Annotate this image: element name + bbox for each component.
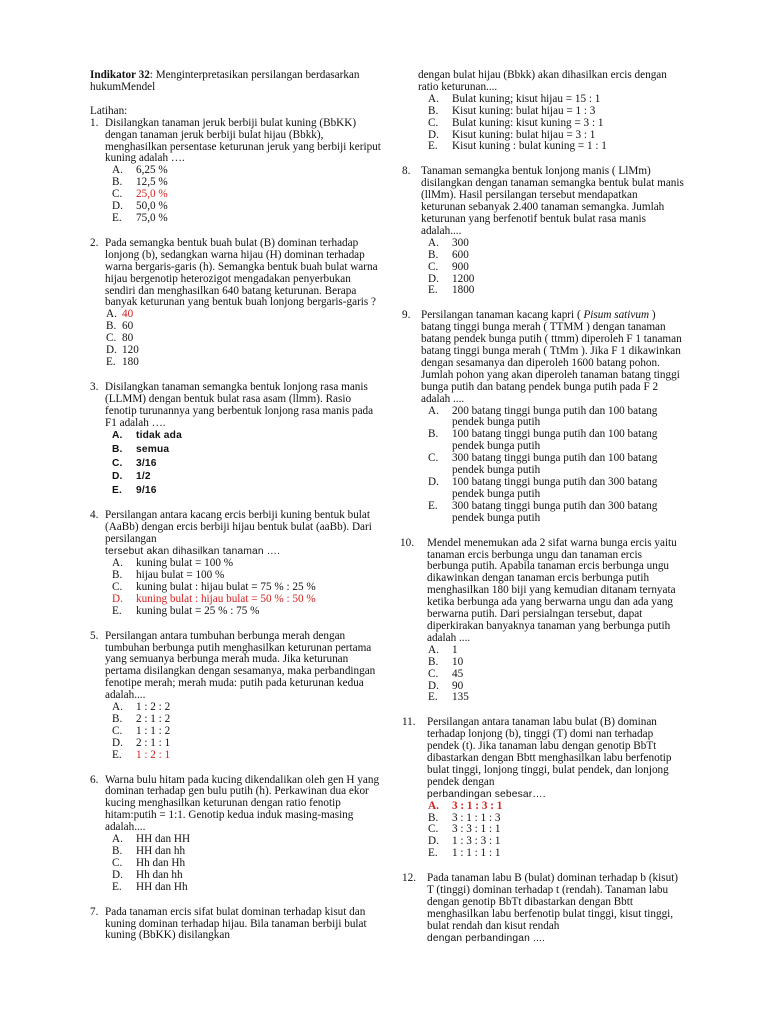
option-text: kuning bulat = 25 % : 75 % [136,604,260,617]
question-7 [90,907,382,943]
question-number: 4. [90,509,99,522]
option-letter: E. [112,484,123,496]
option-letter: A. [106,308,117,321]
option-b [112,443,382,457]
option-text: HH dan Hh [136,880,188,893]
question-12 [402,873,684,944]
option-text: 10 [452,655,464,668]
option-letter: C. [112,457,123,469]
option-letter: E. [428,284,438,297]
option-letter: C. [112,188,123,201]
option-d [106,345,382,357]
question-1 [90,118,382,225]
option-a [428,645,684,657]
option-letter: D. [428,835,439,848]
option-c [428,669,684,681]
question-text: Pada tanaman ercis sifat bulat dominan terhadap kisut dan kuning dominan terhadap hijau. Bila tanaman berbiji bulat kuning (BbKK) disilangkan [105,905,367,942]
option-letter: D. [112,736,123,749]
option-letter: A. [428,404,439,417]
question-text: Persilangan antara kacang ercis berbiji kuning bentuk bulat (AaBb) dengan ercis berbiji hijau bentuk bulat (aaBb). Dari persilangan [105,509,372,546]
option-b [428,106,684,118]
option-text: 600 [452,248,469,261]
option-text: 80 [122,332,134,345]
indikator-label: Indikator 32 [90,69,150,81]
option-text: Hh dan hh [136,868,183,881]
option-d [112,470,382,484]
option-text: 1 [452,643,458,656]
question-number: 7. [90,905,99,918]
question-number: 2. [90,236,99,249]
option-a [428,406,684,430]
option-letter: C. [106,332,117,345]
option-a [428,238,684,250]
option-text: 12,5 % [136,176,168,189]
latihan-heading: Latihan: [90,104,128,117]
indikator-text: : Menginterpretasikan persilangan berdasarkan hukumMendel [90,69,360,93]
option-letter: E. [112,880,122,893]
option-letter: A. [428,799,439,812]
option-a [428,801,684,813]
option-text: semua [136,444,170,456]
option-text: 100 batang tinggi bunga putih dan 300 batang pendek bunga putih [452,476,658,500]
question-number: 9. [402,309,411,322]
option-text-answer: 1 : 2 : 1 [136,748,171,761]
question-text: Persilangan antara tanaman labu bulat (B) dominan terhadap lonjong (b), tinggi (T) domi nan terhadap pendek (t). Jika tanaman labu dengan genotip BbTt dibastarkan dengan Bbtt menghasilkan labu berfenotip bulat tinggi, lonjong tinggi, bulat pendek, dan lonjong pendek dengan [427,716,672,788]
question-number: 10. [400,536,414,549]
option-e [428,501,684,525]
option-letter: D. [428,128,439,141]
question-6 [90,775,382,894]
option-letter: E. [428,847,438,860]
option-letter: C. [428,260,439,273]
option-letter: B. [106,320,117,333]
question-11 [402,717,684,860]
option-text: 1/2 [136,471,151,483]
option-letter: A. [112,557,123,570]
question-number: 1. [90,116,99,129]
option-text: 9/16 [136,484,157,496]
option-text: 6,25 % [136,164,168,177]
option-b [428,250,684,262]
question-text: Tanaman semangka bentuk lonjong manis ( LlMm) disilangkan dengan tanaman semangka bentuk bulat manis (llMm). Hasil persilangan tersebut mendapatkan keturunan sebanyak 2.400 tanaman semangka. Jumlah keturunan yang berfenotif bentuk bulat rasa manis adalah.... [421,165,684,237]
option-letter: D. [112,592,123,605]
question-number: 5. [90,629,99,642]
option-a [106,309,382,321]
question-number: 8. [402,165,411,178]
option-d [428,477,684,501]
option-text: 135 [452,691,469,704]
right-column [402,70,684,958]
question-text: Disilangkan tanaman semangka bentuk lonjong rasa manis (LLMM) dengan bentuk bulat rasa asam (llmm). Rasio fenotip turunannya yang berbentuk lonjong rasa manis pada F1 adalah …. [105,380,374,429]
option-letter: B. [112,712,123,725]
option-letter: D. [112,200,123,213]
option-text: 1 : 3 : 3 : 1 [452,835,501,848]
question-number: 6. [90,773,99,786]
option-c [112,726,382,738]
question-2 [90,238,382,369]
option-text: 2 : 1 : 2 [136,712,171,725]
option-text: 90 [452,679,464,692]
option-b [106,321,382,333]
option-letter: B. [112,568,123,581]
question-3 [90,382,382,498]
option-text: 50,0 % [136,200,168,213]
option-letter: D. [428,272,439,285]
option-e [112,750,382,762]
option-e [106,357,382,369]
option-text: 1 : 1 : 2 [136,724,171,737]
option-e [112,882,382,894]
question-text-tail: perbandingan sebesar…. [427,788,546,800]
option-e [112,484,382,498]
option-letter: E. [112,748,122,761]
left-column [90,70,382,955]
option-c [428,262,684,274]
option-letter: D. [428,476,439,488]
question-text: Warna bulu hitam pada kucing dikendalikan oleh gen H yang dominan terhadap gen bulu putih (h). Perkawinan dua ekor kucing menghasilkan keturunan dengan ratio fenotip hitam:putih = 1:1. Genotip kedua induk masing-masing adalah.... [105,773,380,834]
option-text: HH dan hh [136,845,186,857]
option-text: Hh dan Hh [136,856,186,869]
option-letter: A. [112,430,123,442]
option-letter: B. [112,444,123,456]
option-letter: C. [428,667,439,680]
option-text: 3/16 [136,457,157,469]
option-letter: D. [428,679,439,692]
option-letter: C. [112,580,123,593]
option-letter: C. [428,823,439,836]
option-letter: B. [112,845,123,857]
option-text: 1200 [452,272,475,285]
option-letter: C. [112,856,123,869]
question-7-continued [402,70,684,153]
question-4 [90,510,382,617]
option-letter: C. [428,116,439,129]
option-letter: C. [428,452,439,465]
option-text: 900 [452,260,469,273]
option-text: 120 [122,344,139,357]
option-letter: B. [428,428,439,441]
option-text: 75,0 % [136,211,168,224]
question-text: Pada tanaman labu B (bulat) dominan terhadap b (kisut) T (tinggi) dominan terhadap t (rendah). Tanaman labu dengan genotip BbTt dibastarkan dengan Bbtt menghasilkan labu berfenotip bulat tinggi, kisut tinggi, bulat rendah dan kisut rendah [427,872,679,932]
option-text: 45 [452,667,464,680]
option-text-answer: 40 [122,308,134,321]
question-text-continued: dengan bulat hijau (Bbkk) akan dihasilkan ercis dengan ratio keturunan.... [418,69,667,93]
option-letter: D. [106,344,117,357]
option-e [428,848,684,860]
option-letter: B. [428,811,439,824]
option-letter: B. [428,104,439,117]
option-text: 60 [122,320,134,333]
option-b [428,657,684,669]
option-d [112,738,382,750]
option-text: 1 : 2 : 2 [136,701,171,714]
option-text: HH dan HH [136,833,191,846]
question-text: Persilangan tanaman kacang kapri ( [421,309,584,322]
option-letter: A. [112,701,123,714]
option-text: kuning bulat : hijau bulat = 75 % : 25 % [136,580,316,593]
option-text-answer: 25,0 % [136,188,168,201]
question-text: Mendel menemukan ada 2 sifat warna bunga ercis yaitu tanaman ercis berbunga ungu dan tanaman ercis berbunga putih. Apabila tanaman ercis berbunga ungu dikawinkan dengan tanaman ercis berbunga putih menghasilkan 180 biji yang kemudian ditanam ternyata ketika berbunga ada yang berwarna ungu dan ada yang berwarna putih. Dari persialngan tersebut, dapat diperkirakan banyaknya tanaman yang berbunga putih adalah .... [427,536,677,644]
question-text: Persilangan antara tumbuhan berbunga merah dengan tumbuhan berbunga putih menghasilkan keturunan pertama yang semuanya berbunga merah muda. Jika keturunan pertama disilangkan dengan sesamanya, maka perbandingan fenotipe merah; merah muda: putih pada keturunan kedua adalah.... [105,629,376,702]
option-letter: A. [428,92,439,105]
option-a [428,94,684,106]
option-text: 1800 [452,284,475,297]
option-text: Kisut kuning: bulat hijau = 3 : 1 [452,128,596,141]
option-text: 200 batang tinggi bunga putih dan 100 batang pendek bunga putih [452,404,658,429]
option-b [428,429,684,453]
option-c [428,118,684,130]
question-text-tail: dengan perbandingan .... [427,932,546,944]
option-letter: A. [112,164,123,177]
option-letter: C. [112,724,123,737]
question-text-rest: ) batang tinggi bunga merah ( TTMM ) dengan tanaman batang pendek bunga putih ( ttmm) diperoleh F 1 tanaman batang tinggi bunga merah ( TtMm ). Jika F 1 dikawinkan dengan sesamanya dan diperoleh 1600 batang pohon. Jumlah pohon yang akan diperoleh tanaman batang tinggi bunga putih dan batang pendek bunga putih pada F 2 adalah .... [421,309,682,405]
option-text: Bulat kuning: kisut kuning = 3 : 1 [452,116,604,129]
option-a [112,429,382,443]
option-text: 3 : 3 : 1 : 1 [452,823,501,836]
question-text-tail: tersebut akan dihasilkan tanaman …. [105,546,281,558]
option-c [112,457,382,471]
option-c [106,333,382,345]
option-letter: A. [428,643,439,656]
option-text: tidak ada [136,430,182,442]
option-c [428,453,684,477]
option-text-answer: 3 : 1 : 3 : 1 [452,799,503,812]
option-e [112,213,382,225]
option-text: kuning bulat = 100 % [136,557,234,570]
option-text-answer: kuning bulat : hijau bulat = 50 % : 50 % [136,592,316,605]
option-letter: E. [112,604,122,617]
option-e [112,606,382,618]
option-text: hijau bulat = 100 % [136,568,225,581]
question-10 [400,538,684,705]
option-text: 300 batang tinggi bunga putih dan 100 batang pendek bunga putih [452,452,658,477]
option-letter: B. [112,176,123,189]
option-text: 1 : 1 : 1 : 1 [452,847,501,860]
option-letter: D. [112,471,123,483]
option-e [428,285,684,297]
option-letter: B. [428,248,439,261]
option-letter: E. [106,355,116,368]
indikator-header [90,70,382,94]
option-letter: A. [428,236,439,249]
option-d [112,594,382,606]
question-number: 3. [90,380,99,393]
option-letter: E. [112,211,122,224]
option-text: 2 : 1 : 1 [136,736,171,749]
question-8 [402,166,684,297]
species-name-genus: Pisum [583,309,612,322]
question-text: Disilangkan tanaman jeruk berbiji bulat kuning (BbKK) dengan tanaman jeruk berbiji bulat hijau (Bbkk), menghasilkan persentase keturunan jeruk yang berbiji keriput kuning adalah …. [105,116,381,165]
question-text: Pada semangka bentuk buah bulat (B) dominan terhadap lonjong (b), sedangkan warna hijau (H) dominan terhadap warna bergaris-garis (h). Semangka bentuk buah bulat warna hijau bergenotip heterozigot mengadakan penyerbukan sendiri dan menghasilkan 640 batang keturunan. Berapa banyak keturunan yang bentuk buah lonjong bergaris-garis ? [105,236,378,309]
option-text: 300 [452,236,469,249]
question-5 [90,631,382,762]
option-letter: A. [112,833,123,846]
option-e [428,141,684,153]
option-text: 100 batang tinggi bunga putih dan 100 batang pendek bunga putih [452,428,658,453]
option-text: Bulat kuning; kisut hijau = 15 : 1 [452,92,601,105]
option-text: 300 batang tinggi bunga putih dan 300 batang pendek bunga putih [452,499,658,524]
option-text: 3 : 1 : 1 : 3 [452,811,501,824]
option-letter: E. [428,140,438,153]
option-text: Kisut kuning : bulat kuning = 1 : 1 [452,140,607,153]
species-name-epithet: sativum [614,309,650,322]
question-number: 11. [402,716,416,729]
question-9 [402,310,684,524]
option-text: 180 [122,355,139,368]
option-letter: E. [428,691,438,704]
option-e [428,692,684,704]
option-text: Kisut kuning: bulat hijau = 1 : 3 [452,104,596,117]
option-d [112,870,382,882]
option-letter: D. [112,868,123,881]
option-letter: B. [428,655,439,668]
question-number: 12. [402,872,416,885]
option-c [112,582,382,594]
option-letter: E. [428,499,438,512]
